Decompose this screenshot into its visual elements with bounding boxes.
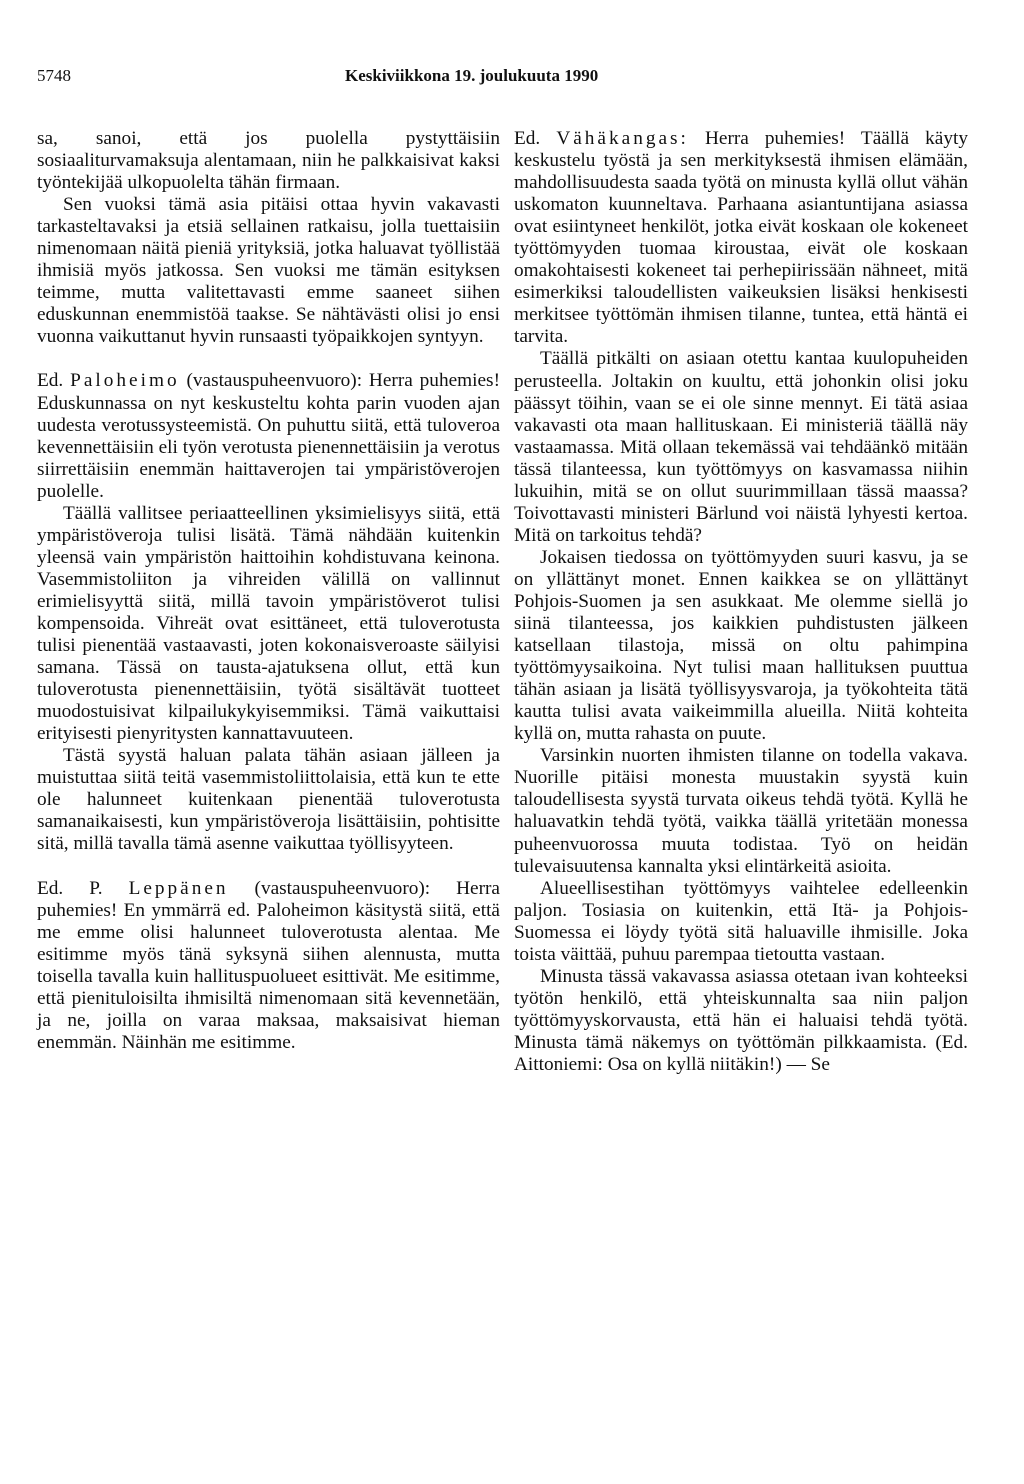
paragraph: sa, sanoi, että jos puolella pystyttäisiin sosiaaliturvamaksuja alentamaan, niin he palkkaisivat kaksi työntekijää ulkopuolelta tähän firmaan.: [37, 128, 500, 194]
paragraph: Tästä syystä haluan palata tähän asiaan jälleen ja muistuttaa siitä teitä vasemmistoliittolaisia, että kun te ette ole halunneet kuitenkaan pienentää tuloverotusta samanaikaisesti, kun ympäristöveroja lisättäisiin, pohtisitte sitä, millä tavalla tämä asenne vaikuttaa työllisyyteen.: [37, 745, 500, 855]
speech-paloheimo: [37, 370, 500, 502]
paragraph: Minusta tässä vakavassa asiassa otetaan ivan kohteeksi työtön henkilö, että yhteiskunnalta saa niin paljon työttömyyskorvausta, että hän ei haluaisi tehdä työtä. Minusta tämä näkemys on työttömän pilkkaamista. (Ed. Aittoniemi: Osa on kyllä niitäkin!) — Se: [514, 965, 968, 1075]
speaker-prefix: Ed. P.: [37, 877, 103, 899]
paragraph: Alueellisestihan työttömyys vaihtelee edelleenkin paljon. Tosiasia on kuitenkin, että Itä- ja Pohjois-Suomessa ei löydy työtä sitä haluaville ihmisille. Joka toista väittää, puhuu parempaa tietoutta vastaan.: [514, 877, 968, 965]
paragraph: Sen vuoksi tämä asia pitäisi ottaa hyvin vakavasti tarkasteltavaksi ja etsiä sellainen ratkaisu, jolla tuettaisiin nimenomaan näitä pieniä yrityksiä, jotka haluavat työllistää ihmisiä myös jatkossa. Sen vuoksi me tämän esityksen teimme, mutta valitettavasti emme saaneet siihen eduskunnan enemmistöä taakse. Se nähtävästi olisi jo ensi vuonna vaikuttanut hyvin runsaasti työpaikkojen syntyyn.: [37, 194, 500, 348]
speech-text: Herra puhemies! Täällä käyty keskustelu työstä ja sen merkityksestä ihmisen elämään, mahdollisuudesta saada työtä on minusta kyllä ollut vähän uskomaton kuunneltava. Parhaana asiantuntijana asiassa ovat esiintyneet henkilöt, jotka eivät koskaan ole kokeneet työttömyyden tuomaa kiroustaa, eivät ole koskaan omakohtaisesti kokeneet tai perhepiirissään nähneet, mitä esimerkiksi taloudellisten vaikeuksien lisäksi henkisesti merkitsee työttömän ihmisen tilanne, tuntea, että häntä ei tarvita.: [514, 128, 968, 348]
speech-text: (vastauspuheenvuoro): Herra puhemies! Eduskunnassa on nyt keskusteltu kohta parin vuoden ajan uudesta verotussysteemistä. On puhuttu siitä, että tuloveroa kevennettäisiin eli työn verotusta pienennettäisiin ja verotus siirrettäisiin enemmän haittaverojen tai ympäristöverojen puolelle.: [37, 370, 500, 502]
speech-vahakangas: [514, 128, 968, 348]
speaker-name: Paloheimo: [70, 370, 180, 392]
speech-leppanen: [37, 878, 500, 1054]
paragraph: Täällä vallitsee periaatteellinen yksimielisyys siitä, että ympäristöveroja tulisi lisätä. Tämä nähdään kuitenkin yleensä vain ympäristön haittoihin kohdistuvana keinona. Vasemmistoliiton ja vihreiden välillä on vallinnut erimielisyyttä siitä, millä tavoin ympäristöverot tulisi kompensoida. Vihreät ovat esittäneet, että tuloverotusta tulisi pienentää vastaavasti, joten kokonaisveroaste säilyisi samana. Tässä on tausta-ajatuksena ollut, että kun tuloverotusta pienennettäisiin, työtä sisältävät tuotteet muodostuisivat kilpailukykyisemmiksi. Tämä vaikuttaisi erityisesti pienyritysten kannattavuuteen.: [37, 502, 500, 745]
speaker-prefix: Ed.: [514, 128, 541, 149]
speaker-prefix: Ed.: [37, 370, 64, 392]
page-number: 5748: [37, 66, 71, 85]
paragraph: Täällä pitkälti on asiaan otettu kantaa kuulopuheiden perusteella. Joltakin on kuultu, että johonkin olisi joku päässyt töihin, vaan se ei ole sinne mennyt. Ei tätä asiaa vakavasti ota maan hallituskaan. Ei ministeriä täällä näy vastaamassa. Mitä ollaan tekemässä vai tehdäänkö mitään tässä tilanteessa, kun työttömyys on kasvamassa niihin lukuihin, mitä se on ollut suurimmillaan tässä maassa? Toivottavasti ministeri Bärlund voi näistä lyhyesti kertoa. Mitä on tarkoitus tehdä?: [514, 348, 968, 546]
right-column: [514, 128, 968, 1076]
left-column: [37, 128, 500, 1054]
running-head: Keskiviikkona 19. joulukuuta 1990: [345, 66, 599, 85]
speaker-name: Vähäkangas:: [556, 128, 689, 149]
speech-text: (vastauspuheenvuoro): Herra puhemies! En ymmärrä ed. Paloheimon käsitystä siitä, että me emme olisi halunneet tuloverotusta alentaa. Me esitimme myös tänä syksynä siihen alennusta, mutta toisella tavalla kuin hallituspuolueet esittivät. Me esitimme, että pienituloisilta ihmisiltä nimenomaan sitä kevennetään, ja ne, joilla on varaa maksaa, maksaisivat hieman enemmän. Näinhän me esitimme.: [37, 877, 500, 1053]
paragraph: Jokaisen tiedossa on työttömyyden suuri kasvu, ja se on yllättänyt monet. Ennen kaikkea se on yllättänyt Pohjois-Suomen ja sen asukkaat. Me olemme siellä jo siinä tilanteessa, jos kaikkien puhdistusten jälkeen katsellaan tilastoja, missä on oltu pahimpina työttömyysaikoina. Nyt tulisi maan hallituksen puuttua tähän asiaan ja lisätä työllisyysvaroja, ja työkohteita tätä kautta tulisi avata vaikeimmilla alueilla. Niitä kohteita kyllä on, mutta rahasta on puute.: [514, 546, 968, 745]
speaker-name: Leppänen: [128, 877, 229, 899]
paragraph: Varsinkin nuorten ihmisten tilanne on todella vakava. Nuorille pitäisi monesta muustakin syystä kuin taloudellisesta syystä turvata oikeus tehdä työtä. Kyllä he haluavatkin tehdä työtä, vaikka täällä yritetään monessa puheenvuorossa muuta todistaa. Työ on heidän tulevaisuutensa kannalta yksi elintärkeitä asioita.: [514, 745, 968, 877]
